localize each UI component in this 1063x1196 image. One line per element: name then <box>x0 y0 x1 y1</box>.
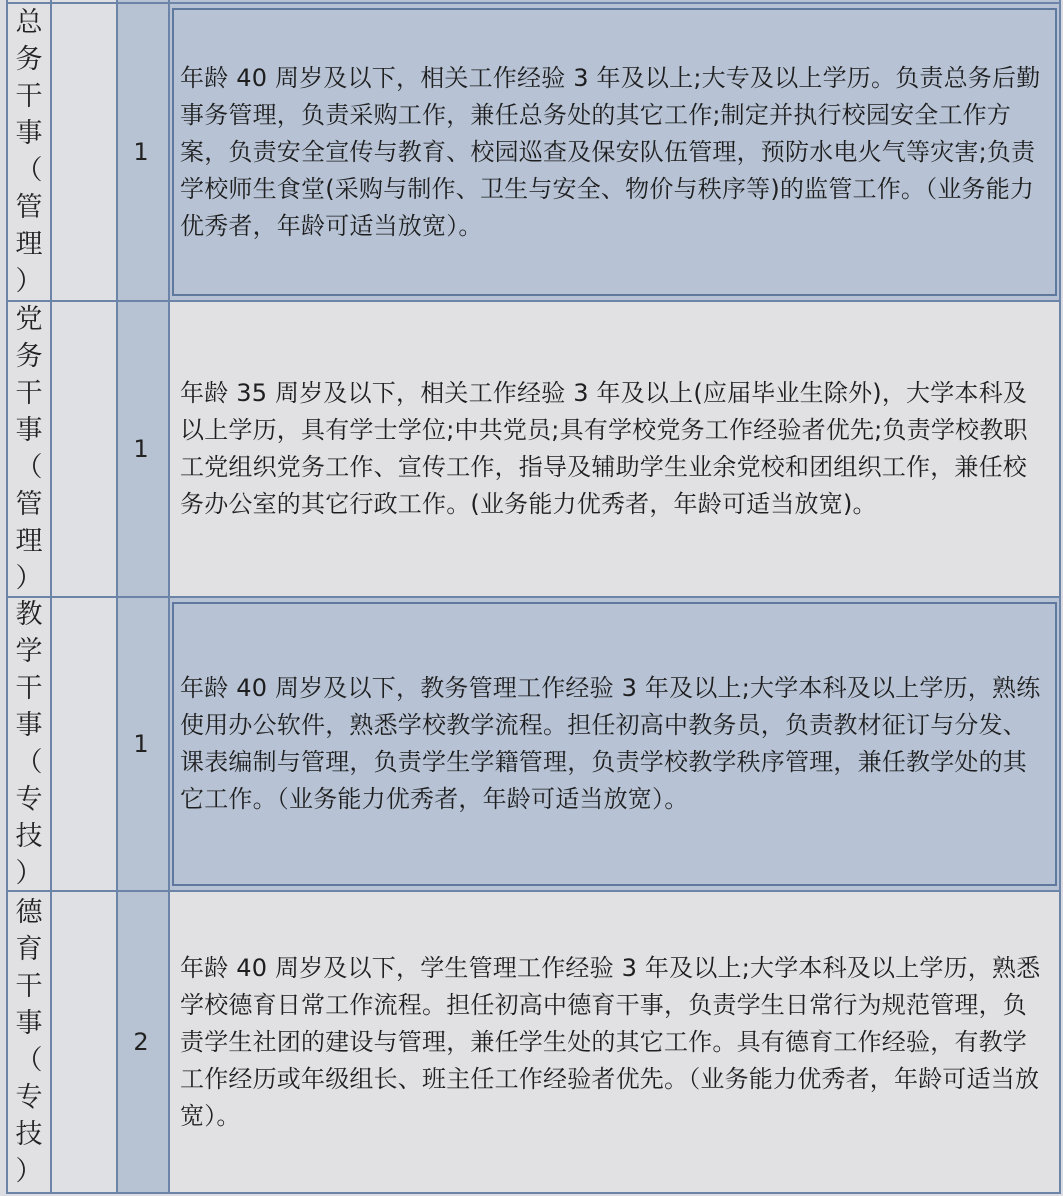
position-title-char: （ <box>15 155 43 186</box>
position-title-char: 干 <box>15 378 43 409</box>
position-title-char: 理 <box>15 229 43 260</box>
position-title-char: 事 <box>15 710 43 741</box>
top-strip-title-cell <box>8 0 52 2</box>
position-title-char: 干 <box>15 81 43 112</box>
position-title-char: 管 <box>15 489 43 520</box>
top-strip-num-cell <box>118 0 170 2</box>
position-title-char: （ <box>15 747 43 778</box>
requirements-text: 年龄 40 周岁及以下，教务管理工作经验 3 年及以上;大学本科及以上学历，熟练使用办公软件，熟悉学校教学流程。担任初高中教务员，负责教材征订与分发、课表编制与管理，负责学生学籍管理，负责学校教学秩序管理，兼任教学处的其它工作。（业务能力优秀者，年龄可适当放宽）。 <box>180 674 1041 813</box>
requirements-text: 年龄 40 周岁及以下，相关工作经验 3 年及以上;大专及以上学历。负责总务后勤事务管理，负责采购工作，兼任总务处的其它工作;制定并执行校园安全工作方案，负责安全宣传与教育、校园巡查及保安队伍管理，预防水电火气等灾害;负责学校师生食堂(采购与制作、卫生与安全、物价与秩序等)的监管工作。（业务能力优秀者，年龄可适当放宽）。 <box>180 63 1041 240</box>
headcount-value: 2 <box>133 1028 149 1056</box>
requirements-cell <box>170 302 1059 596</box>
table-row <box>8 4 1059 302</box>
position-title-char: 教 <box>15 599 43 630</box>
table-row <box>8 892 1059 1194</box>
position-title-char: 管 <box>15 192 43 223</box>
job-table <box>6 0 1061 1194</box>
position-title-char: 干 <box>15 971 43 1002</box>
position-title-char: ） <box>15 563 43 594</box>
position-title-char: 专 <box>15 1082 43 1113</box>
position-title-char: 总 <box>15 7 43 38</box>
headcount-cell <box>118 892 170 1192</box>
position-title-cell <box>8 4 52 300</box>
position-title-char: 专 <box>15 784 43 815</box>
position-title-char: 干 <box>15 673 43 704</box>
headcount-cell <box>118 4 170 300</box>
empty-cell <box>52 892 118 1192</box>
position-title-char: （ <box>15 452 43 483</box>
empty-cell <box>52 4 118 300</box>
position-title-char: ） <box>15 266 43 297</box>
empty-cell <box>52 302 118 596</box>
position-title-char: 党 <box>15 304 43 335</box>
requirements-cell <box>170 4 1059 300</box>
position-title-char: ） <box>15 858 43 889</box>
position-title-char: 学 <box>15 636 43 667</box>
table-row <box>8 302 1059 598</box>
position-title-cell <box>8 302 52 596</box>
position-title-char: 技 <box>15 1119 43 1150</box>
headcount-cell <box>118 302 170 596</box>
requirements-text: 年龄 40 周岁及以下，学生管理工作经验 3 年及以上;大学本科及以上学历，熟悉学校德育日常工作流程。担任初高中德育干事，负责学生日常行为规范管理，负责学生社团的建设与管理，兼任学生处的其它工作。具有德育工作经验，有教学工作经历或年级组长、班主任工作经验者优先。（业务能力优秀者，年龄可适当放宽）。 <box>180 953 1041 1130</box>
requirements-cell <box>170 598 1059 890</box>
headcount-value: 1 <box>133 435 149 463</box>
headcount-value: 1 <box>133 730 149 758</box>
requirements-cell <box>170 892 1059 1192</box>
position-title-char: ） <box>15 1156 43 1187</box>
headcount-value: 1 <box>133 138 149 166</box>
headcount-cell <box>118 598 170 890</box>
position-title-char: 育 <box>15 934 43 965</box>
position-title-cell <box>8 892 52 1192</box>
position-title-char: 务 <box>15 44 43 75</box>
empty-cell <box>52 598 118 890</box>
position-title-char: （ <box>15 1045 43 1076</box>
position-title-char: 事 <box>15 118 43 149</box>
position-title-char: 理 <box>15 526 43 557</box>
position-title-char: 技 <box>15 821 43 852</box>
position-title-cell <box>8 598 52 890</box>
top-strip-desc-cell <box>170 0 1059 2</box>
position-title-char: 事 <box>15 1008 43 1039</box>
position-title-char: 务 <box>15 341 43 372</box>
requirements-text: 年龄 35 周岁及以下，相关工作经验 3 年及以上(应届毕业生除外)，大学本科及以上学历，具有学士学位;中共党员;具有学校党务工作经验者优先;负责学校教职工党组织党务工作、宣传工作，指导及辅助学生业余党校和团组织工作，兼任校务办公室的其它行政工作。(业务能力优秀者，年龄可适当放宽)。 <box>180 379 1028 518</box>
position-title-char: 德 <box>15 897 43 928</box>
position-title-char: 事 <box>15 415 43 446</box>
table-row <box>8 598 1059 892</box>
top-strip-empty-cell <box>52 0 118 2</box>
